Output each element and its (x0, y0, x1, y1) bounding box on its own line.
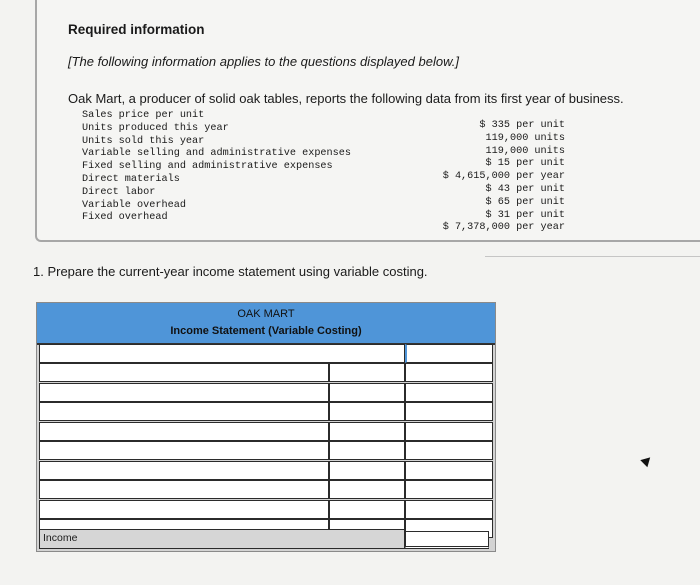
label-input[interactable] (39, 344, 405, 363)
data-labels (82, 110, 351, 225)
income-row-label: Income (43, 532, 78, 544)
mouse-cursor-icon (640, 454, 653, 467)
data-label: Fixed overhead (82, 212, 168, 224)
data-label: Direct labor (82, 186, 156, 198)
data-label: Variable selling and administrative expenses (82, 148, 351, 160)
amount-input[interactable] (329, 480, 405, 499)
label-input[interactable] (39, 500, 329, 519)
data-value: 119,000 units (485, 132, 565, 144)
amount-input[interactable] (329, 402, 405, 421)
total-input[interactable] (405, 422, 493, 441)
question-text: 1. Prepare the current-year income statement using variable costing. (33, 264, 428, 279)
total-input[interactable] (405, 383, 493, 402)
amount-input[interactable] (329, 461, 405, 480)
data-label: Units sold this year (82, 135, 205, 147)
amount-input[interactable] (329, 363, 405, 382)
total-input[interactable] (405, 461, 493, 480)
problem-intro: Oak Mart, a producer of solid oak tables, reports the following data from its first year of business. (68, 91, 624, 106)
income-statement-table (36, 302, 496, 552)
label-input[interactable] (39, 461, 329, 480)
total-input[interactable] (405, 363, 493, 382)
label-input[interactable] (39, 402, 329, 421)
data-value: 119,000 units (485, 145, 565, 157)
section-divider (485, 256, 700, 257)
amount-input[interactable] (329, 500, 405, 519)
total-input[interactable] (405, 344, 493, 363)
data-label: Fixed selling and administrative expenses (82, 161, 333, 173)
data-value: $ 65 per unit (485, 196, 565, 208)
total-input[interactable] (405, 441, 493, 460)
data-label: Sales price per unit (82, 110, 205, 121)
required-info-heading: Required information (68, 22, 205, 37)
data-value: $ 4,615,000 per year (442, 171, 565, 183)
label-input[interactable] (39, 441, 329, 460)
label-input[interactable] (39, 480, 329, 499)
data-label: Direct materials (82, 173, 180, 185)
total-input[interactable] (405, 480, 493, 499)
statement-company: OAK MART (237, 308, 295, 320)
data-value: $ 15 per unit (485, 158, 565, 170)
data-value: $ 335 per unit (479, 120, 565, 131)
amount-input[interactable] (329, 441, 405, 460)
applies-note: [The following information applies to the questions displayed below.] (68, 54, 459, 69)
amount-input[interactable] (329, 383, 405, 402)
data-value: $ 31 per unit (485, 209, 565, 221)
data-value: $ 7,378,000 per year (442, 222, 565, 234)
income-amount-input[interactable] (405, 531, 489, 549)
label-input[interactable] (39, 422, 329, 441)
total-input[interactable] (405, 402, 493, 421)
total-input[interactable] (405, 500, 493, 519)
data-values (420, 120, 565, 235)
amount-input[interactable] (329, 422, 405, 441)
statement-header (37, 303, 495, 345)
statement-title: Income Statement (Variable Costing) (170, 325, 362, 337)
label-input[interactable] (39, 383, 329, 402)
data-value: $ 43 per unit (485, 183, 565, 195)
data-label: Units produced this year (82, 122, 229, 134)
income-label-cell (39, 529, 405, 549)
label-input[interactable] (39, 363, 329, 382)
data-label: Variable overhead (82, 199, 186, 211)
